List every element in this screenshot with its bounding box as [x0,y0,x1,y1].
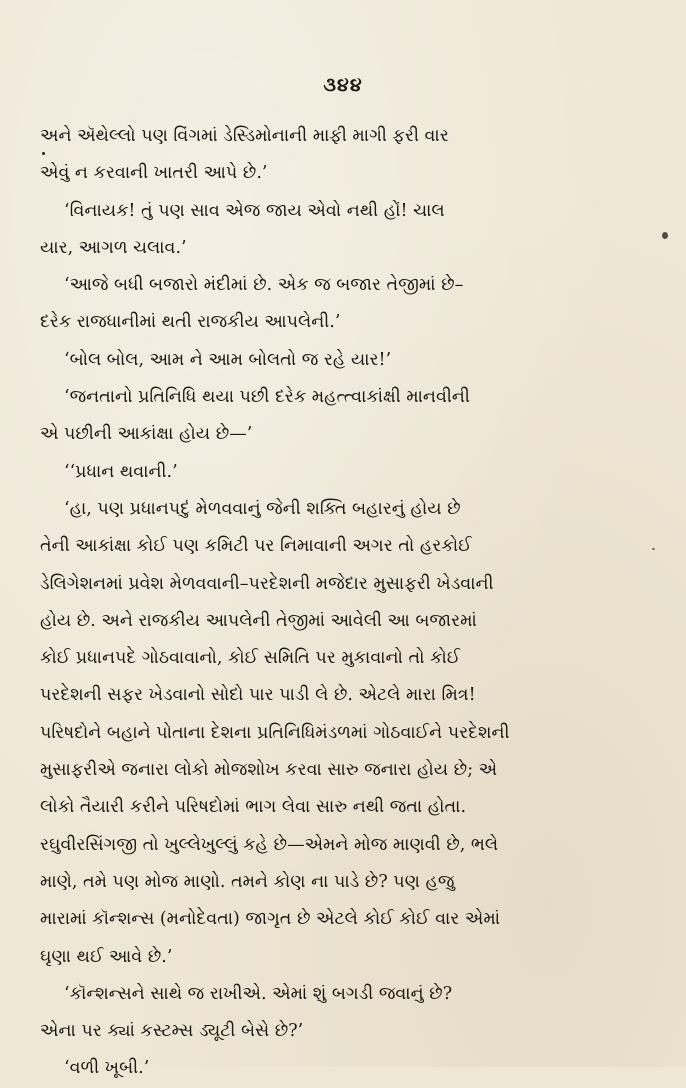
text-line: યાર, આગળ ચલાવ.’ [40,237,187,258]
scan-speck [652,548,655,550]
text-line: એવું ન કરવાની ખાતરી આપે છે.’ [40,163,268,184]
text-line: દરેક રાજધાનીમાં થતી રાજકીય આપલેની.’ [40,312,341,333]
text-line: તેની આકાંક્ષા કોઈ પણ કમિટી પર નિમાવાની અગર તો હરકોઈ [40,536,472,557]
text-line: ‘આજે બધી બજારો મંદીમાં છે. એક જ બજાર તેજીમાં છે– [64,275,464,296]
body-text [40,118,644,1088]
text-line: પરદેશની સફર ખેડવાનો સોદો પાર પાડી લે છે. એટલે મારા મિત્ર! [40,685,476,706]
text-line: એના પર ક્યાં કસ્ટમ્સ ડ્યૂટી બેસે છે?’ [40,1021,304,1042]
scan-speck [662,232,668,239]
page-number: ૩૪૪ [323,74,363,96]
text-line: રઘુવીરસિંગજી તો ખુલ્લેખુલ્લું કહે છે—એમને મોજ માણવી છે, ભલે [40,834,499,855]
text-line: ‘હા, પણ પ્રધાનપદું મેળવવાનું જેની શક્તિ બહારનું હોય છે [64,498,461,519]
text-line: ‘કૉન્શન્સને સાથે જ રાખીએ. એમાં શું બગડી જવાનું છે? [64,983,453,1004]
text-line: ઘૃણા થઈ આવે છે.’ [40,946,173,967]
text-line: પરિષદોને બહાને પોતાના દેશના પ્રતિનિધિમંડળમાં ગોઠવાઈને પરદેશની [40,722,510,743]
scan-speck [42,152,45,155]
text-line: લોકો તૈયારી કરીને પરિષદોમાં ભાગ લેવા સારુ નથી જતા હોતા. [40,797,467,818]
text-line: ‘જનતાનો પ્રતિનિધિ થયા પછી દરેક મહત્ત્વાકાંક્ષી માનવીની [64,387,470,408]
text-line: મુસાફરીએ જનારા લોકો મોજશોખ કરવા સારુ જનારા હોય છે; એ [40,760,498,781]
text-line: અને ઍથેલ્લો પણ વિંગમાં ડેસ્ડિમોનાની માફી માગી ફરી વાર [40,126,449,146]
text-line: ‘વિનાયક! તું પણ સાવ એજ જાય એવો નથી હોં! ચાલ [64,200,445,221]
text-line: કોઈ પ્રધાનપદે ગોઠવાવાનો, કોઈ સમિતિ પર મુકાવાનો તો કોઈ [40,648,461,669]
text-line: ‘બોલ બોલ, આમ ને આમ બોલતો જ રહે યાર!’ [64,349,392,370]
text-line: ડેલિગેશનમાં પ્રવેશ મેળવવાની–પરદેશની મજેદાર મુસાફરી ખેડવાની [40,573,494,594]
text-line: હોય છે. અને રાજકીય આપલેની તેજીમાં આવેલી આ બજારમાં [40,610,477,631]
text-line: ‘‘પ્રધાન થવાની.’ [64,461,178,482]
text-line: એ પછીની આકાંક્ષા હોય છે—’ [40,424,253,445]
text-line: ‘વળી ખૂબી.’ [64,1058,150,1079]
text-line: માણે, તમે પણ મોજ માણો. તમને કોણ ના પાડે છે? પણ હજુ [40,871,455,892]
text-line: મારામાં કૉન્શન્સ (મનોદેવતા) જાગૃત છે એટલે કોઈ કોઈ વાર એમાં [40,909,500,930]
